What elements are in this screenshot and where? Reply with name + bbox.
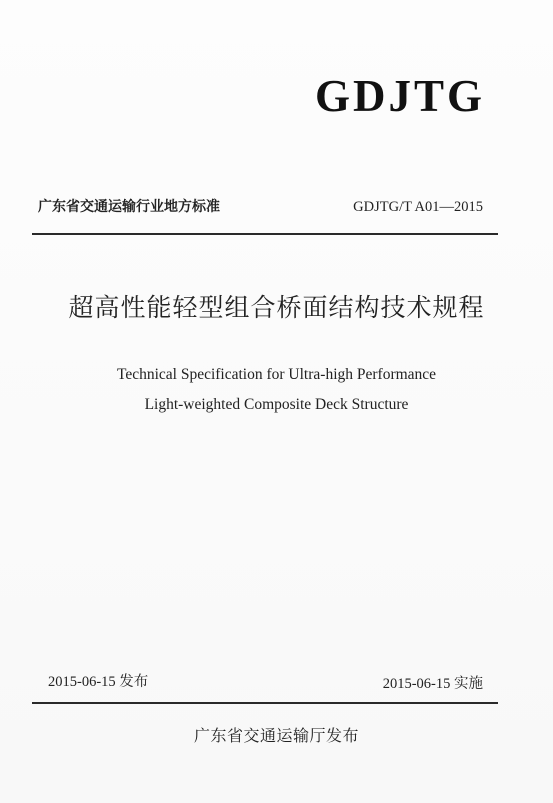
publish-date: 2015-06-15 发布 [48,674,149,690]
bottom-divider [32,702,498,704]
title-chinese: 超高性能轻型组合桥面结构技术规程 [68,293,485,322]
standard-code-mark: GDJTG [314,71,485,121]
top-divider [32,233,498,235]
title-english-line2: Light-weighted Composite Deck Structure [144,396,409,413]
standard-number: GDJTG/T A01—2015 [353,199,483,215]
title-english-line1: Technical Specification for Ultra-high Performance [116,366,437,383]
publisher: 广东省交通运输厅发布 [193,726,359,745]
implementation-date: 2015-06-15 实施 [382,676,483,692]
issuer-standard-category: 广东省交通运输行业地方标准 [38,199,220,215]
